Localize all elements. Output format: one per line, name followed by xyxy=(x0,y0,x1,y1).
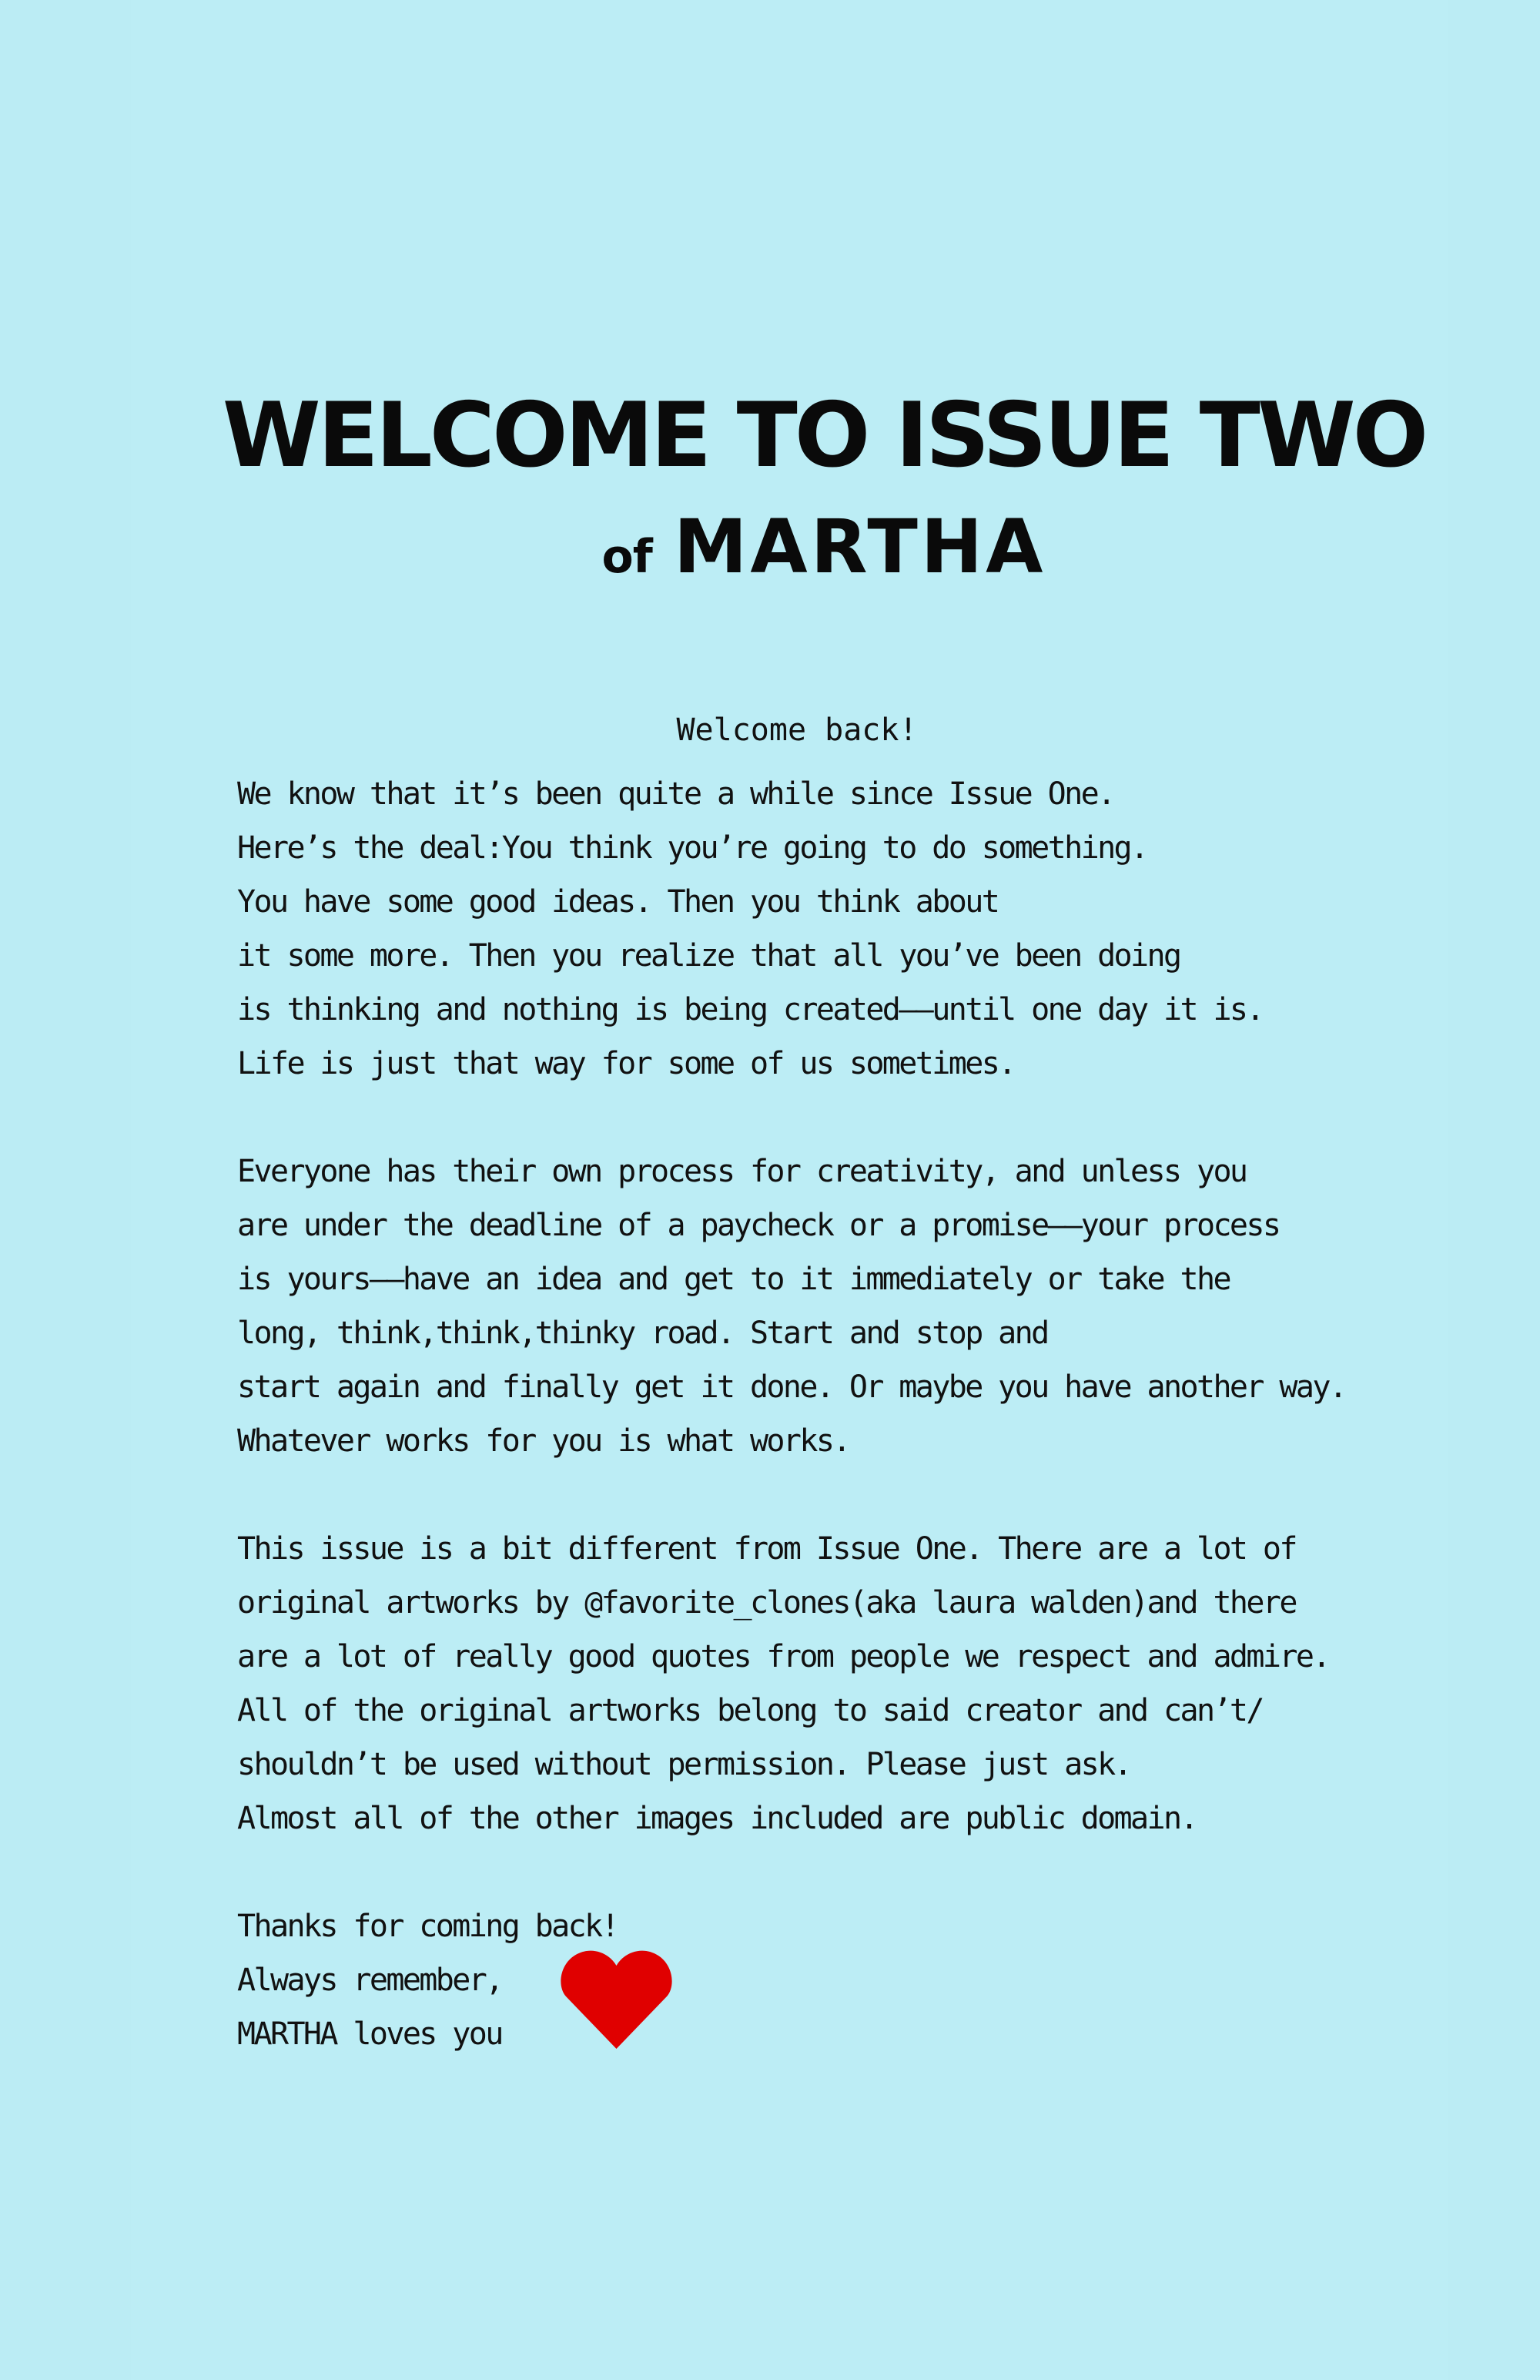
text-line: Whatever works for you is what works. xyxy=(237,1423,849,1459)
heart-icon xyxy=(561,1949,672,2049)
text-line: original artworks by @favorite_clones(aka laura walden)and there xyxy=(237,1585,1296,1621)
text-line: Almost all of the other images included are public domain. xyxy=(237,1801,1197,1836)
text-line: Always remember, xyxy=(237,1963,502,1998)
text-line: This issue is a bit different from Issue One. There are a lot of xyxy=(237,1531,1296,1567)
text-line: Thanks for coming back! xyxy=(237,1909,618,1944)
paragraph-gap xyxy=(237,1845,1431,1899)
page-subtitle xyxy=(0,504,1540,590)
text-line: shouldn’t be used without permission. Please just ask. xyxy=(237,1747,1131,1782)
magazine-name: MARTHA xyxy=(673,504,1046,590)
text-line: MARTHA loves you xyxy=(237,2016,502,2052)
greeting: Welcome back! xyxy=(676,712,918,748)
left-margin-band xyxy=(0,0,131,2380)
text-line: it some more. Then you realize that all you’ve been doing xyxy=(237,938,1180,974)
text-line: You have some good ideas. Then you think about xyxy=(237,884,999,920)
paragraph-gap xyxy=(237,1468,1431,1522)
text-line: Life is just that way for some of us sometimes. xyxy=(237,1046,1015,1081)
text-line: long, think,think,thinky road. Start and stop and xyxy=(237,1316,1048,1351)
text-line: is yours——have an idea and get to it immediately or take the xyxy=(237,1262,1230,1297)
heart-shape xyxy=(561,1951,671,2049)
text-line: All of the original artworks belong to said creator and can’t/ xyxy=(237,1693,1263,1728)
paragraph-gap xyxy=(237,1091,1431,1145)
text-line: are under the deadline of a paycheck or a promise——your process xyxy=(237,1208,1280,1243)
text-line: start again and finally get it done. Or maybe you have another way. xyxy=(237,1369,1346,1405)
letter-body xyxy=(237,767,1431,2061)
text-line: are a lot of really good quotes from people we respect and admire. xyxy=(237,1639,1329,1674)
text-line: We know that it’s been quite a while since Issue One. xyxy=(237,776,1114,812)
right-margin-band xyxy=(1448,0,1540,2380)
text-line: is thinking and nothing is being created——until one day it is. xyxy=(237,992,1263,1027)
page-title: WELCOME TO ISSUE TWO xyxy=(222,384,1426,488)
text-line: Everyone has their own process for creativity, and unless you xyxy=(237,1154,1247,1189)
text-line: Here’s the deal:You think you’re going to do something. xyxy=(237,830,1147,866)
subtitle-prefix: of xyxy=(601,530,652,584)
